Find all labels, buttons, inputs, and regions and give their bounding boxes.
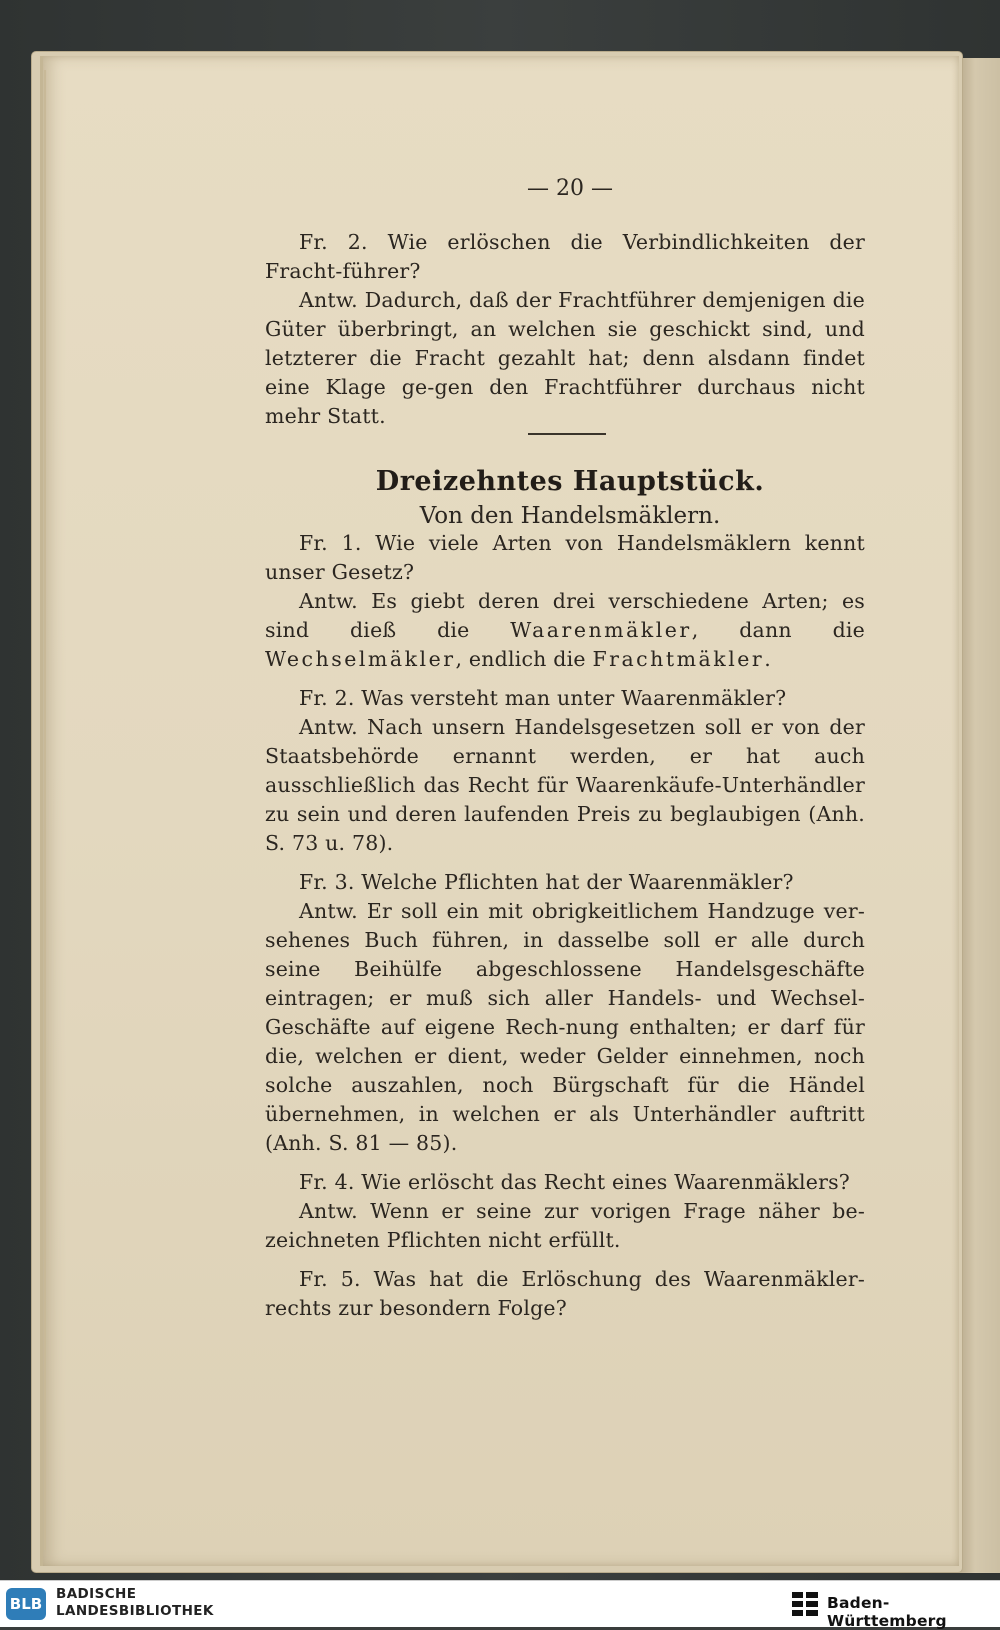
answer-1-mid2: , endlich die (455, 647, 593, 671)
library-name[interactable] (56, 1586, 214, 1620)
answer-2-freight: Antw. Dadurch, daß der Frachtführer demjenigen die Güter überbringt, an welchen sie geschickt sind, und letzterer die Fracht gezahlt hat; denn alsdann findet eine Klage ge-gen den Frachtführer durchaus nicht mehr Statt. (265, 288, 865, 428)
library-name-line1: BADISCHE (56, 1586, 137, 1602)
lions-crest-icon[interactable] (790, 1589, 820, 1619)
question-1: Fr. 1. Wie viele Arten von Handelsmäklern kennt unser Gesetz? (265, 531, 865, 584)
answer-1-prefix: Antw. Es giebt deren drei verschiedene Arten; es sind dieß die (265, 589, 865, 642)
question-2: Fr. 2. Was versteht man unter Waarenmäkler? (299, 686, 787, 710)
page-number: — 20 — (527, 176, 613, 201)
question-2-freight: Fr. 2. Wie erlöschen die Verbindlichkeiten der Fracht-führer? (265, 230, 865, 283)
blb-logo[interactable]: BLB (6, 1588, 46, 1620)
library-name-line2: LANDESBIBLIOTHEK (56, 1603, 214, 1619)
answer-3: Antw. Er soll ein mit obrigkeitlichem Handzuge ver-sehenes Buch führen, in dasselbe soll er alle durch seine Beihülfe abgeschlossene Handelsgeschäfte eintragen; er muß sich aller Handels- und Wechsel-Geschäfte auf eigene Rech-nung enthalten; er darf für die, welchen er dient, weder Gelder einnehmen, noch solche auszahlen, noch Bürgschaft für die Händel übernehmen, in welchen er als Unterhändler auftritt (Anh. S. 81 — 85). (265, 899, 865, 1155)
answer-1 (265, 587, 865, 674)
viewer-footer (0, 1580, 1000, 1630)
answer-1-mid1: , dann die (691, 618, 865, 642)
section-divider (528, 433, 606, 435)
term-waarenmaekler: Waarenmäkler (510, 618, 692, 642)
answer-4: Antw. Wenn er seine zur vorigen Frage näher be-zeichneten Pflichten nicht erfüllt. (265, 1199, 865, 1252)
chapter-title: Dreizehntes Hauptstück. (375, 466, 765, 497)
state-label[interactable]: Baden-Württemberg (827, 1594, 947, 1630)
question-5: Fr. 5. Was hat die Erlöschung des Waarenmäkler-rechts zur besondern Folge? (265, 1267, 865, 1320)
qa-section (265, 529, 865, 1323)
answer-2: Antw. Nach unsern Handelsgesetzen soll er von der Staatsbehörde ernannt werden, er hat auch ausschließlich das Recht für Waarenkäufe-Unterhändler zu sein und deren laufenden Preis zu beglaubigen (Anh. S. 73 u. 78). (265, 715, 865, 855)
term-frachtmaekler: Frachtmäkler (592, 647, 765, 671)
answer-1-end: . (764, 647, 771, 671)
top-section (265, 228, 865, 431)
question-4: Fr. 4. Wie erlöscht das Recht eines Waarenmäklers? (299, 1170, 850, 1194)
chapter-subtitle: Von den Handelsmäklern. (419, 503, 721, 529)
question-3: Fr. 3. Welche Pflichten hat der Waarenmäkler? (299, 870, 794, 894)
term-wechselmaekler: Wechselmäkler (265, 647, 456, 671)
page-edge-line (44, 70, 46, 1550)
